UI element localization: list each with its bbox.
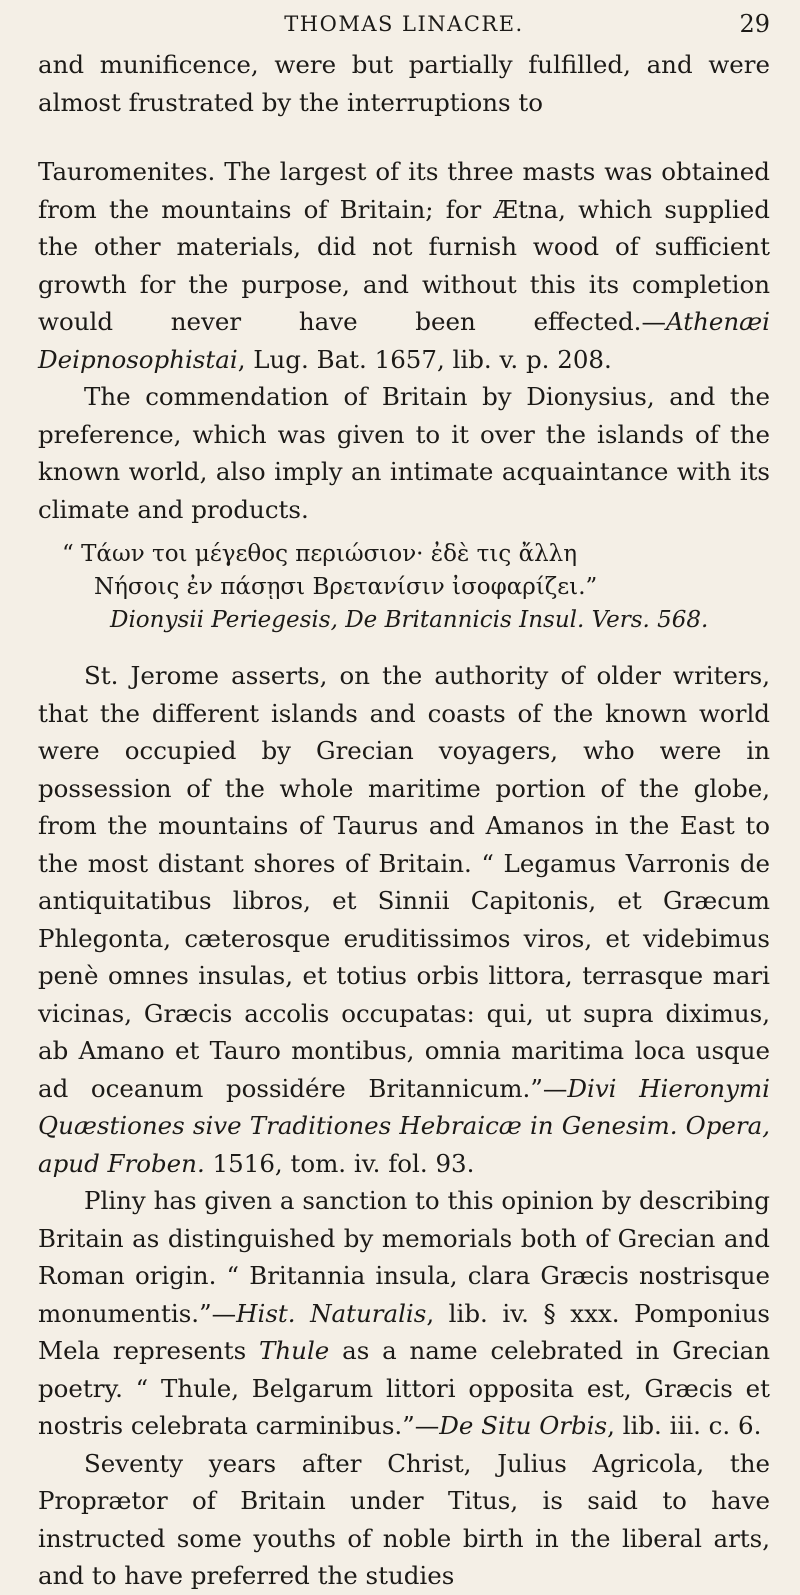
paragraph-5-source: Hist. Naturalis <box>236 1298 427 1328</box>
running-title: THOMAS LINACRE. <box>284 12 524 36</box>
paragraph-5-text-d: , lib. iii. c. 6. <box>607 1411 762 1440</box>
paragraph-5-thule: Thule <box>259 1336 330 1365</box>
paragraph-5-text-c: as a name celebrated in Grecian poetry. “ Thule, Belgarum littori opposita est, Græcis et nostris celebrata carminibus.”— <box>38 1336 770 1440</box>
paragraph-6 <box>38 1445 770 1595</box>
paragraph-3 <box>38 378 770 528</box>
paragraph-5-text-b: , lib. iv. § xxx. Pomponius Mela represents <box>38 1298 770 1365</box>
paragraph-4 <box>38 657 770 1182</box>
page-body <box>38 46 770 1595</box>
paragraph-2 <box>38 153 770 378</box>
paragraph-2-text-a: Tauromenites. The largest of its three masts was obtained from the mountains of Britain; for Ætna, which supplied the other materials, did not furnish wood of sufficient growth for the purpose, and without this its completion would never have been effected.— <box>38 157 770 336</box>
paragraph-5 <box>38 1182 770 1445</box>
greek-quote <box>38 538 770 637</box>
paragraph-4-text-b: 1516, tom. iv. fol. 93. <box>204 1148 475 1178</box>
paragraph-1-text: and munificence, were but partially fulfilled, and were almost frustrated by the interruptions to <box>38 50 770 117</box>
paragraph-1 <box>38 46 770 121</box>
paragraph-4-source: Divi Hieronymi Quæstiones sive Traditiones Hebraicæ in Genesim. Opera, apud Froben. <box>38 1073 770 1178</box>
paragraph-3-text: The commendation of Britain by Dionysius, and the preference, which was given to it over the islands of the known world, also imply an intimate acquaintance with its climate and products. <box>38 382 770 524</box>
greek-quote-source: Dionysii Periegesis, De Britannicis Insul. Vers. 568. <box>110 607 709 633</box>
paragraph-6-text: Seventy years after Christ, Julius Agricola, the Proprætor of Britain under Titus, is said to have instructed some youths of noble birth in the liberal arts, and to have preferred the studies <box>38 1448 770 1590</box>
paragraph-2-source: Athenæi Deipnosophistai <box>38 307 770 374</box>
greek-quote-line-2: Νήσοις ἐν πάσῃσι Βρετανίσιν ἰσοφαρίζει.” <box>94 574 598 600</box>
paragraph-5-text-a: Pliny has given a sanction to this opinion by describing Britain as distinguished by memorials both of Grecian and Roman origin. “ Britannia insula, clara Græcis nostrisque monumentis.”— <box>38 1186 770 1328</box>
running-head <box>38 12 770 38</box>
greek-quote-line-1: “ Τάων τοι μέγεθος περιώσιον· ἐδὲ τις ἄλλη <box>62 541 578 567</box>
page-number: 29 <box>739 10 770 38</box>
paragraph-4-text-a: St. Jerome asserts, on the authority of older writers, that the different islands and coasts of the known world were occupied by Grecian voyagers, who were in possession of the whole maritime portion of the globe, from the mountains of Taurus and Amanos in the East to the most distant shores of Britain. “ Legamus Varronis de antiquitatibus libros, et Sinnii Capitonis, et Græcum Phlegonta, cæterosque eruditissimos viros, et videbimus penè omnes insulas, et totius orbis littora, terrasque mari vicinas, Græcis accolis occupatas: qui, ut supra diximus, ab Amano et Tauro montibus, omnia maritima loca usque ad oceanum possidére Britannicum.”— <box>38 661 770 1103</box>
paragraph-5-source-2: De Situ Orbis <box>439 1411 608 1440</box>
paragraph-2-text-b: , Lug. Bat. 1657, lib. v. p. 208. <box>237 344 612 374</box>
